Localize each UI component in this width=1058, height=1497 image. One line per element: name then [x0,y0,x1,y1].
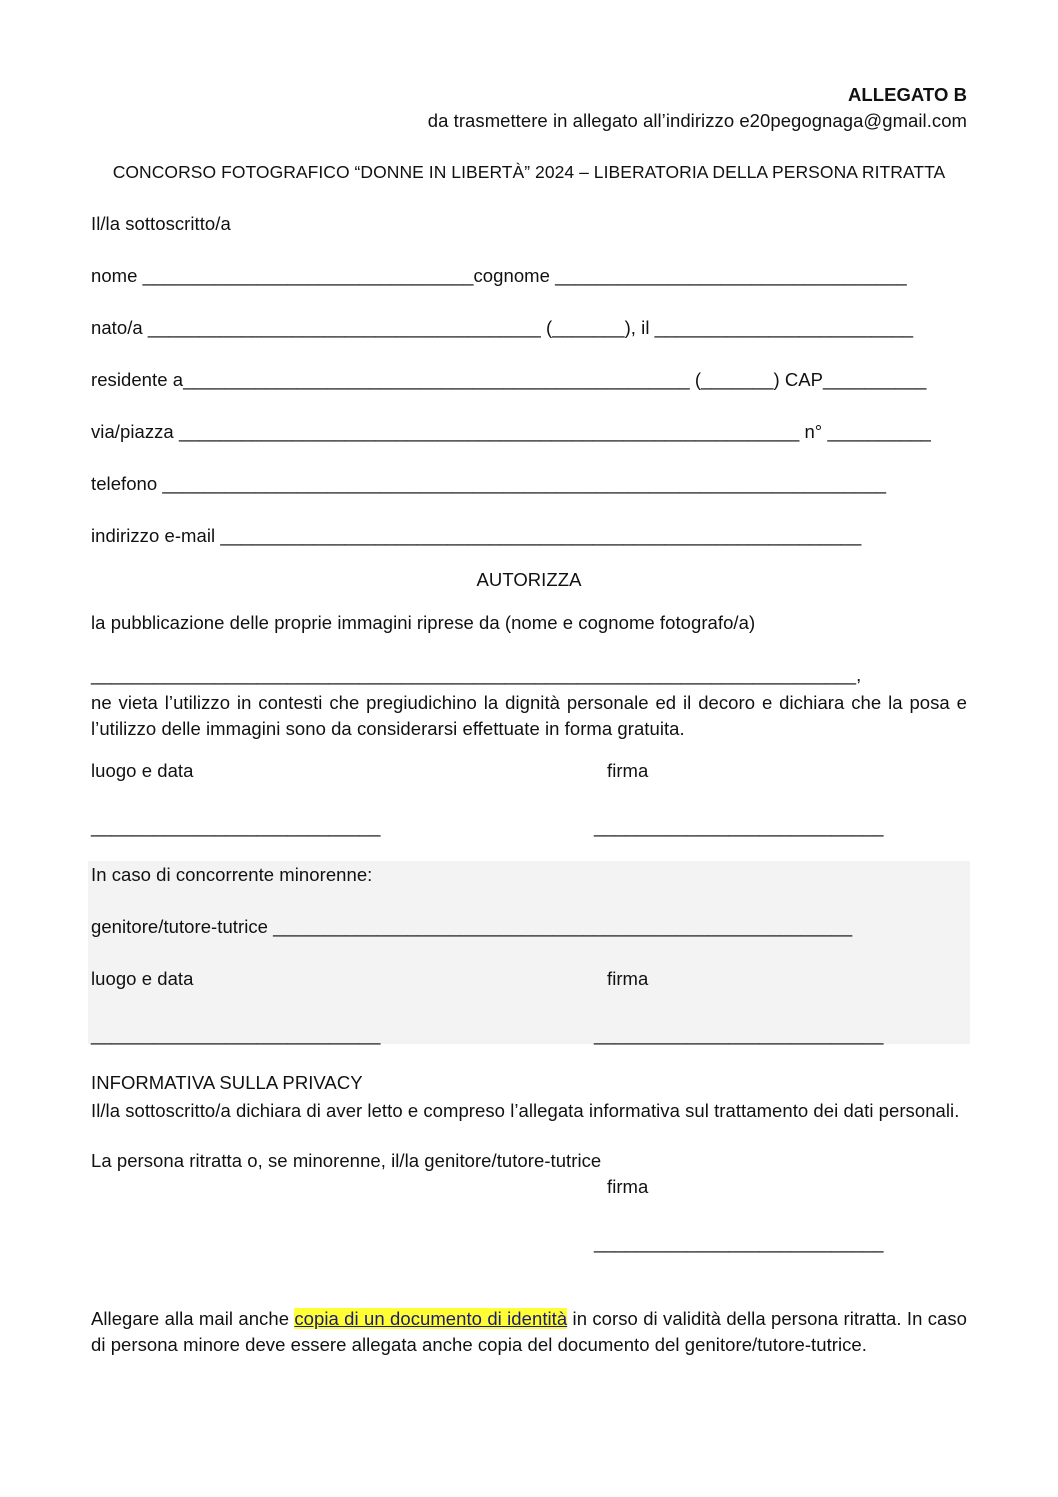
annex-label: ALLEGATO B [847,84,967,105]
privacy-signer: La persona ritratta o, se minorenne, il/la genitore/tutore-tutrice [91,1150,602,1171]
place-date-line: ____________________________ [91,816,381,837]
attachment-note-before: Allegare alla mail anche [91,1308,295,1329]
minor-place-date-line: ____________________________ [91,1024,381,1045]
privacy-statement: Il/la sottoscritto/a dichiara di aver letto e compreso l’allegata informativa sul trattamento dei dati personali. [91,1100,960,1121]
authorize-heading: AUTORIZZA [476,569,582,590]
id-document-highlight: copia di un documento di identità [294,1308,568,1329]
residence-field: residente a_________________________________________________ (_______) CAP__________ [91,369,927,390]
transmit-note: da trasmettere in allegato all’indirizzo e20pegognaga@gmail.com [427,110,967,131]
privacy-heading: INFORMATIVA SULLA PRIVACY [91,1072,363,1093]
privacy-signature-line: ____________________________ [594,1232,884,1253]
email-field: indirizzo e-mail ______________________________________________________________ [91,525,862,546]
guardian-field: genitore/tutore-tutrice ________________________________________________________ [91,916,853,937]
place-date-label: luogo e data [91,760,194,781]
prohibition-text: ne vieta l’utilizzo in contesti che pregiudichino la dignità personale ed il decoro e dichiara che la posa e l’utilizzo delle immagini sono da considerarsi effettuate in forma gratuita. [91,692,967,739]
privacy-signature-label: firma [607,1176,649,1197]
intro-text: Il/la sottoscritto/a [91,213,231,234]
page-title: CONCORSO FOTOGRAFICO “DONNE IN LIBERTÀ” 2024 – LIBERATORIA DELLA PERSONA RITRATTA [112,162,946,182]
signature-label: firma [607,760,649,781]
minor-intro: In caso di concorrente minorenne: [91,864,373,885]
photographer-field: __________________________________________________________________________, [91,664,862,685]
publication-text: la pubblicazione delle proprie immagini riprese da (nome e cognome fotografo/a) [91,612,756,633]
phone-field: telefono ______________________________________________________________________ [91,473,887,494]
signature-line: ____________________________ [594,816,884,837]
attachment-note-after: in corso di validità della persona ritratta. In caso di persona minore deve essere allegata anche copia del documento del genitore/tutore-tutrice. [91,1308,968,1355]
minor-place-date-label: luogo e data [91,968,194,989]
minor-signature-label: firma [607,968,649,989]
attachment-note [91,1306,967,1358]
name-surname-field: nome ________________________________cognome __________________________________ [91,265,907,286]
minor-section-background [88,861,970,1044]
minor-signature-line: ____________________________ [594,1024,884,1045]
birth-field: nato/a ______________________________________ (_______), il _________________________ [91,317,914,338]
street-field: via/piazza ____________________________________________________________ n° __________ [91,421,931,442]
